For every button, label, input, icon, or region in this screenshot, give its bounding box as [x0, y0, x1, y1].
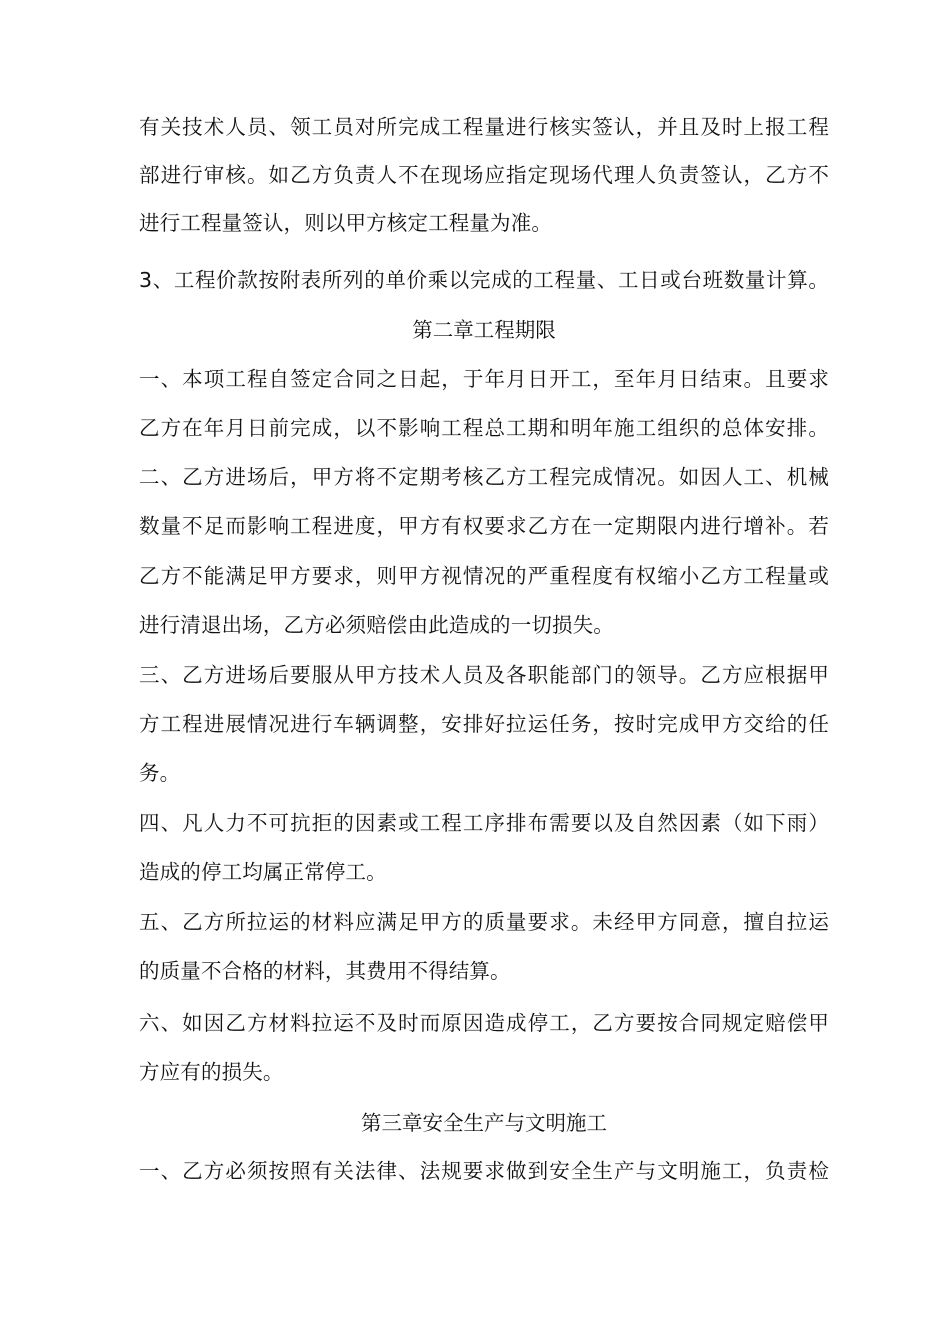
text-line: 二、乙方进场后，甲方将不定期考核乙方工程完成情况。如因人工、机械	[139, 465, 829, 489]
text-line: 务。	[139, 761, 181, 785]
text-line: 四、凡人力不可抗拒的因素或工程工序排布需要以及自然因素（如下雨）	[139, 811, 829, 835]
text-line: 乙方不能满足甲方要求，则甲方视情况的严重程度有权缩小乙方工程量或	[139, 564, 829, 588]
text-line: 有关技术人员、领工员对所完成工程量进行核实签认，并且及时上报工程	[139, 115, 829, 139]
chapter-heading: 第二章工程期限	[412, 318, 556, 342]
text-line: 三、乙方进场后要服从甲方技术人员及各职能部门的领导。乙方应根据甲	[139, 663, 829, 687]
text-line: 乙方在年月日前完成，以不影响工程总工期和明年施工组织的总体安排。	[139, 416, 829, 440]
chapter-heading: 第三章安全生产与文明施工	[361, 1111, 607, 1135]
text-line: 六、如因乙方材料拉运不及时而原因造成停工，乙方要按合同规定赔偿甲	[139, 1011, 829, 1035]
text-line: 一、乙方必须按照有关法律、法规要求做到安全生产与文明施工，负责检	[139, 1159, 829, 1183]
text-line: 一、本项工程自签定合同之日起，于年月日开工，至年月日结束。且要求	[139, 367, 829, 391]
text-line: 的质量不合格的材料，其费用不得结算。	[139, 959, 511, 983]
text-line: 3、工程价款按附表所列的单价乘以完成的工程量、工日或台班数量计算。	[139, 268, 829, 292]
text-line: 方应有的损失。	[139, 1060, 284, 1084]
text-line: 五、乙方所拉运的材料应满足甲方的质量要求。未经甲方同意，擅自拉运	[139, 910, 829, 934]
text-line: 进行工程量签认，则以甲方核定工程量为准。	[139, 211, 552, 235]
text-line: 部进行审核。如乙方负责人不在现场应指定现场代理人负责签认，乙方不	[139, 163, 829, 187]
text-line: 进行清退出场，乙方必须赔偿由此造成的一切损失。	[139, 613, 614, 637]
text-line: 方工程进展情况进行车辆调整，安排好拉运任务，按时完成甲方交给的任	[139, 712, 829, 736]
text-line: 数量不足而影响工程进度，甲方有权要求乙方在一定期限内进行增补。若	[139, 514, 829, 538]
text-line: 造成的停工均属正常停工。	[139, 860, 387, 884]
